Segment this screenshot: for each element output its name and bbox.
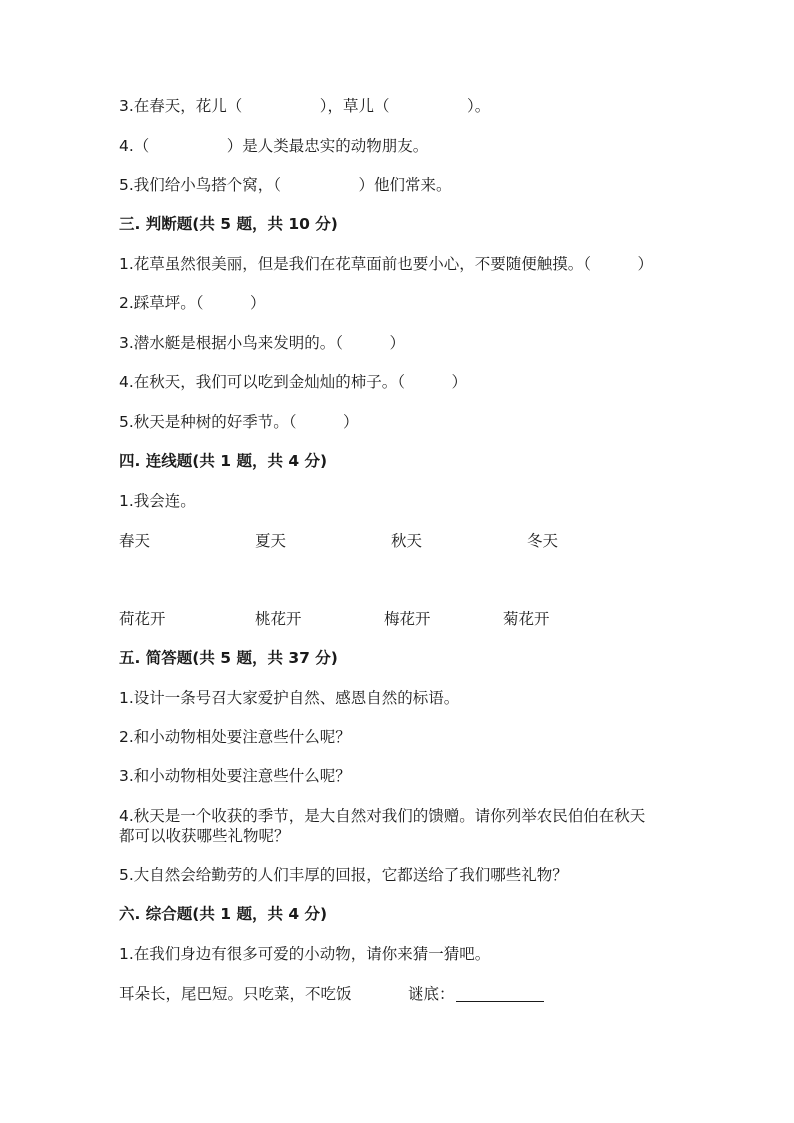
short-answer-item-5: 5.大自然会给勤劳的人们丰厚的回报，它都送给了我们哪些礼物？ xyxy=(119,866,568,884)
matching-question: 1.我会连。 xyxy=(119,492,196,510)
fill-blank-question-5: 5.我们给小鸟搭个窝，（ ）他们常来。 xyxy=(119,176,452,194)
season-spring: 春天 xyxy=(119,532,151,550)
true-false-item-5: 5.秋天是种树的好季节。（ ） xyxy=(119,413,359,431)
flower-chrysanthemum: 菊花开 xyxy=(503,610,550,628)
section-heading-short-answer: 五. 简答题(共 5 题，共 37 分) xyxy=(119,649,338,667)
comprehensive-question: 1.在我们身边有很多可爱的小动物，请你来猜一猜吧。 xyxy=(119,945,491,963)
season-winter: 冬天 xyxy=(527,532,559,550)
flower-peach: 桃花开 xyxy=(255,610,302,628)
short-answer-item-2: 2.和小动物相处要注意些什么呢？ xyxy=(119,728,351,746)
riddle-answer-label: 谜底： xyxy=(408,985,455,1003)
fill-blank-question-4: 4.（ ）是人类最忠实的动物朋友。 xyxy=(119,137,429,155)
true-false-item-2: 2.踩草坪。（ ） xyxy=(119,294,266,312)
season-autumn: 秋天 xyxy=(391,532,423,550)
flower-lotus: 荷花开 xyxy=(119,610,166,628)
riddle-answer-blank[interactable] xyxy=(456,1001,544,1002)
section-heading-true-false: 三. 判断题(共 5 题，共 10 分) xyxy=(119,215,338,233)
short-answer-item-1: 1.设计一条号召大家爱护自然、感恩自然的标语。 xyxy=(119,689,460,707)
riddle-text: 耳朵长，尾巴短。只吃菜，不吃饭 xyxy=(119,985,352,1003)
short-answer-item-4: 4.秋天是一个收获的季节，是大自然对我们的馈赠。请你列举农民伯伯在秋天 xyxy=(119,807,646,825)
flower-plum: 梅花开 xyxy=(384,610,431,628)
season-summer: 夏天 xyxy=(255,532,287,550)
true-false-item-1: 1.花草虽然很美丽，但是我们在花草面前也要小心，不要随便触摸。（ ） xyxy=(119,255,654,273)
fill-blank-question-3: 3.在春天，花儿（ ），草儿（ ）。 xyxy=(119,97,491,115)
short-answer-item-4-continued: 都可以收获哪些礼物呢？ xyxy=(119,827,290,845)
section-heading-matching: 四. 连线题(共 1 题，共 4 分) xyxy=(119,452,328,470)
short-answer-item-3: 3.和小动物相处要注意些什么呢？ xyxy=(119,767,351,785)
true-false-item-4: 4.在秋天，我们可以吃到金灿灿的柿子。（ ） xyxy=(119,373,468,391)
true-false-item-3: 3.潜水艇是根据小鸟来发明的。（ ） xyxy=(119,334,406,352)
section-heading-comprehensive: 六. 综合题(共 1 题，共 4 分) xyxy=(119,905,328,923)
